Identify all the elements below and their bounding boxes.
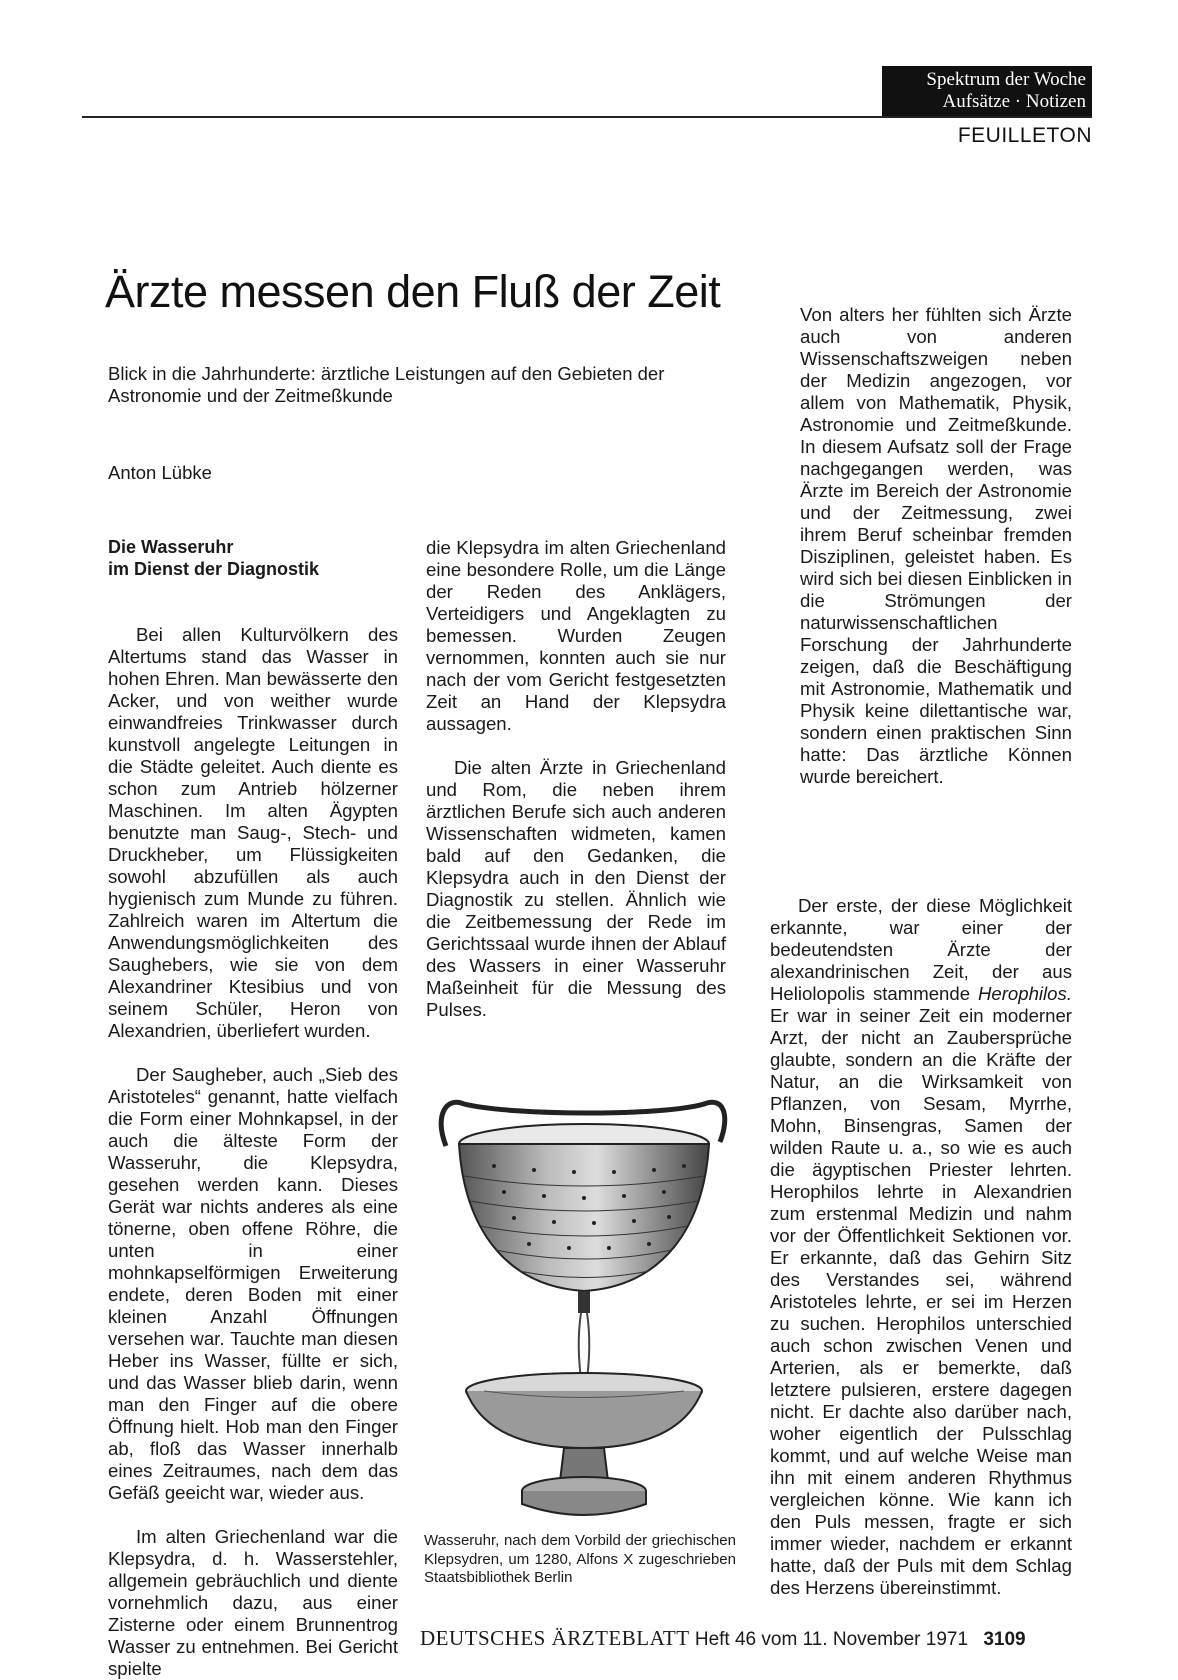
paragraph: Die alten Ärzte in Griechenland und Rom, die neben ihrem ärztlichen Berufe sich auch anderen Wissenschaften widmeten, kamen bald auf den Gedanken, die Klepsydra auch in den Dienst der Diagnostik zu stellen. Ähnlich wie die Zeitbemessung der Rede im Gerichtssaal wurde ihnen der Ablauf des Wassers in einer Wasseruhr Maßeinheit für die Messung des Pulses. [426,757,726,1020]
page-number: 3109 [983,1629,1026,1650]
issue-info: Heft 46 vom 11. November 1971 [694,1629,969,1650]
person-name: Herophilos. [977,983,1072,1004]
column-2 [426,537,726,1021]
journal-name: DEUTSCHES ÄRZTEBLATT [420,1626,690,1650]
subheading-line-1: Die Wasseruhr [108,537,234,557]
subheading [108,536,398,580]
paragraph: Von alters her fühlten sich Ärzte auch von anderen Wissenschaftszweigen neben der Medizin angezogen, vor allem von Mathematik, Physik, Astronomie und Zeitmeßkunde. In diesem Aufsatz soll der Frage nachgegangen werden, was Ärzte im Bereich der Astronomie und der Zeitmessung, zwei ihrem Beruf scheinbar fremden Disziplinen, geleistet haben. Es wird sich bei diesen Einblicken in die Strömungen der naturwissenschaftlichen Forschung der Jahrhunderte zeigen, daß die Beschäftigung mit Astronomie, Mathematik und Physik keine dilettantische war, sondern einen praktischen Sinn hatte: Das ärztliche Können wurde bereichert. [800,304,1072,787]
badge-line-1: Spektrum der Woche [926,69,1086,90]
water-clock-illustration [424,1086,736,1526]
figure-caption: Wasseruhr, nach dem Vorbild der griechischen Klepsydren, um 1280, Alfons X zugeschrieben Staatsbibliothek Berlin [424,1532,736,1586]
article-subtitle: Blick in die Jahrhunderte: ärztliche Leistungen auf den Gebieten der Astronomie und der Zeitmeßkunde [108,363,665,406]
section-badge [882,66,1092,116]
paragraph-text: Er war in seiner Zeit ein moderner Arzt, der nicht an Zaubersprüche glaubte, sondern an die Kräfte der Natur, an die Wirksamkeit von Pflanzen, von Sesam, Myrrhe, Mohn, Binsengras, Samen der wilden Raute u. a., so wie es auch die ägyptischen Priester lehrten. Herophilos lehrte in Alexandrien zum erstenmal Medizin und nahm vor der Öffentlichkeit Sektionen vor. Er erkannte, daß das Gehirn Sitz des Verstandes sei, während Aristoteles lehrte, er sei im Herzen zu suchen. Herophilos unterschied auch schon zwischen Venen und Arterien, als er bemerkte, daß letztere pulsieren, erstere dagegen nicht. Er dachte also darüber nach, woher eigentlich der Pulsschlag kommt, und auf welche Weise man ihn mit einem anderen Rhythmus vergleichen könne. Wie kann ich den Puls messen, fragte er sich immer wieder, nachdem er erkannt hatte, daß der Puls mit dem Schlag des Herzens übereinstimmt. [770,1005,1072,1598]
paragraph-text: Der erste, der diese Möglichkeit erkannte, war einer der bedeutendsten Ärzte der alexandrinischen Zeit, der aus Heliolopolis stammende [770,895,1072,1004]
badge-line-2: Aufsätze · Notizen [942,91,1086,112]
page-footer [420,1626,1026,1651]
subheading-line-2: im Dienst der Diagnostik [108,559,320,579]
column-3-intro [800,304,1072,788]
article-title: Ärzte messen den Fluß der Zeit [105,266,721,317]
paragraph: Bei allen Kulturvölkern des Altertums stand das Wasser in hohen Ehren. Man bewässerte den Acker, und von weither wurde einwandfreies Trinkwasser durch kunstvoll angelegte Leitungen in die Städte geleitet. Auch diente es schon zum Antrieb hölzerner Maschinen. Im alten Ägypten benutzte man Saug-, Stech- und Druckheber, um Flüssigkeiten sowohl abzufüllen als auch hygienisch zum Munde zu führen. Zahlreich waren im Altertum die Anwendungsmöglichkeiten des Saughebers, wie sie von dem Alexandriner Ktesibius und von seinem Schüler, Heron von Alexandrien, überliefert wurden. [108,624,398,1041]
column-1 [108,536,398,1680]
article-author: Anton Lübke [108,462,212,483]
paragraph: Der Saugheber, auch „Sieb des Aristoteles“ genannt, hatte vielfach die Form einer Mohnkapsel, in der auch die älteste Form der Wasseruhr, die Klepsydra, gesehen werden kann. Dieses Gerät war nichts anderes als eine tönerne, oben offene Röhre, die unten in einer mohnkapselförmigen Erweiterung endete, deren Boden mit einer kleinen Anzahl Öffnungen versehen war. Tauchte man diesen Heber ins Wasser, füllte er sich, und das Wasser blieb darin, wenn man den Finger auf die obere Öffnung hielt. Hob man den Finger ab, floß das Wasser innerhalb eines Zeitraumes, nach dem das Gefäß geeicht war, wieder aus. [108,1064,398,1503]
paragraph: Im alten Griechenland war die Klepsydra, d. h. Wasserstehler, allgemein gebräuchlich und diente vornehmlich dazu, aus einer Zisterne oder einem Brunnentrog Wasser zu entnehmen. Bei Gericht spielte [108,1526,398,1679]
paragraph: die Klepsydra im alten Griechenland eine besondere Rolle, um die Länge der Reden des Anklägers, Verteidigers und Angeklagten zu bemessen. Wurden Zeugen vernommen, konnten auch sie nur nach der vom Gericht festgesetzten Zeit an Hand der Klepsydra aussagen. [426,537,726,734]
paragraph [770,895,1072,1599]
section-label: FEUILLETON [957,124,1092,147]
column-3 [770,895,1072,1599]
header-rule [82,116,1092,118]
